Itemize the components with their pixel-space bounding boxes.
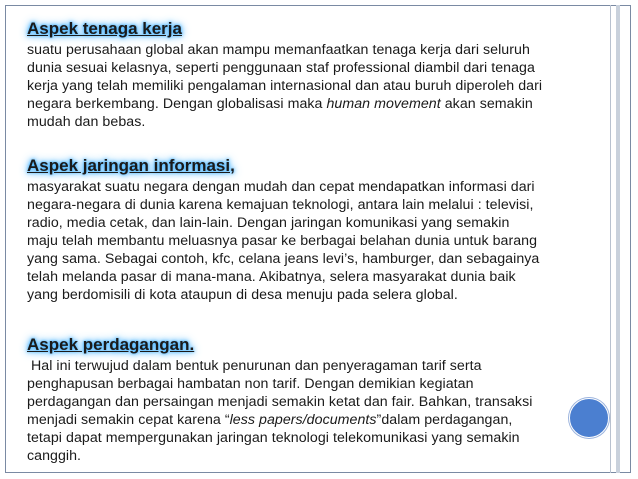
section-heading: Aspek perdagangan. [27, 335, 195, 354]
section-paragraph [27, 357, 611, 465]
italic-term: human movement [326, 96, 441, 112]
paragraph-line: penghapusan berbagai hambatan non tarif. Dengan demikian kegiatan [27, 376, 474, 392]
paragraph-line: dunia sesuai kelasnya, seperti penggunaan staf professional diambil dari tenaga [27, 60, 535, 76]
section-heading: Aspek jaringan informasi, [27, 156, 235, 175]
paragraph-line: mudah dan bebas. [27, 114, 146, 130]
line-text: negara berkembang. Dengan globalisasi maka [27, 96, 327, 112]
section-heading: Aspek tenaga kerja [27, 19, 182, 38]
paragraph-line: yang berdomisili di kota ataupun di desa menuju pada selera global. [27, 287, 458, 303]
paragraph-line: radio, media cetak, dan lain-lain. Dengan jaringan komunikasi yang semakin [27, 215, 510, 231]
paragraph-line: canggih. [27, 448, 82, 464]
section-jaringan-informasi [27, 155, 611, 304]
section-paragraph [27, 41, 611, 131]
section-tenaga-kerja [27, 18, 611, 131]
paragraph-line: telah melanda pasar di mana-mana. Akibatnya, selera masyarakat dunia baik [27, 269, 516, 285]
paragraph-line: suatu perusahaan global akan mampu memanfaatkan tenaga kerja dari seluruh [27, 42, 530, 58]
paragraph-line: perdagangan dan persaingan menjadi semakin ketat dan fair. Bahkan, transaksi [27, 394, 533, 410]
paragraph-line: negara-negara di dunia karena kemajuan teknologi, antara lain melalui : televisi, [27, 197, 534, 213]
italic-term: less papers/documents [229, 412, 377, 428]
paragraph-line: masyarakat suatu negara dengan mudah dan cepat mendapatkan informasi dari [27, 179, 535, 195]
paragraph-line: kerja yang telah memiliki pengalaman internasional dan atau buruh diperoleh dari [27, 78, 543, 94]
right-divider-bar [616, 5, 620, 473]
section-paragraph [27, 178, 611, 304]
paragraph-line [27, 95, 611, 113]
paragraph-line: maju telah membantu meluasnya pasar ke berbagai belahan dunia untuk barang [27, 233, 538, 249]
line-text: menjadi semakin cepat karena “ [27, 412, 230, 428]
paragraph-line: tetapi dapat mempergunakan jaringan teknologi telekomunikasi yang semakin [27, 430, 520, 446]
paragraph-line [27, 411, 611, 429]
section-perdagangan [27, 334, 611, 465]
decorative-circle [569, 398, 609, 438]
paragraph-line: Hal ini terwujud dalam bentuk penurunan dan penyeragaman tarif serta [27, 358, 482, 374]
line-text: ”dalam perdagangan, [376, 412, 513, 428]
paragraph-line: yang sama. Sebagai contoh, kfc, celana jeans levi’s, hamburger, dan sebagainya [27, 251, 540, 267]
line-text: akan semakin [440, 96, 533, 112]
